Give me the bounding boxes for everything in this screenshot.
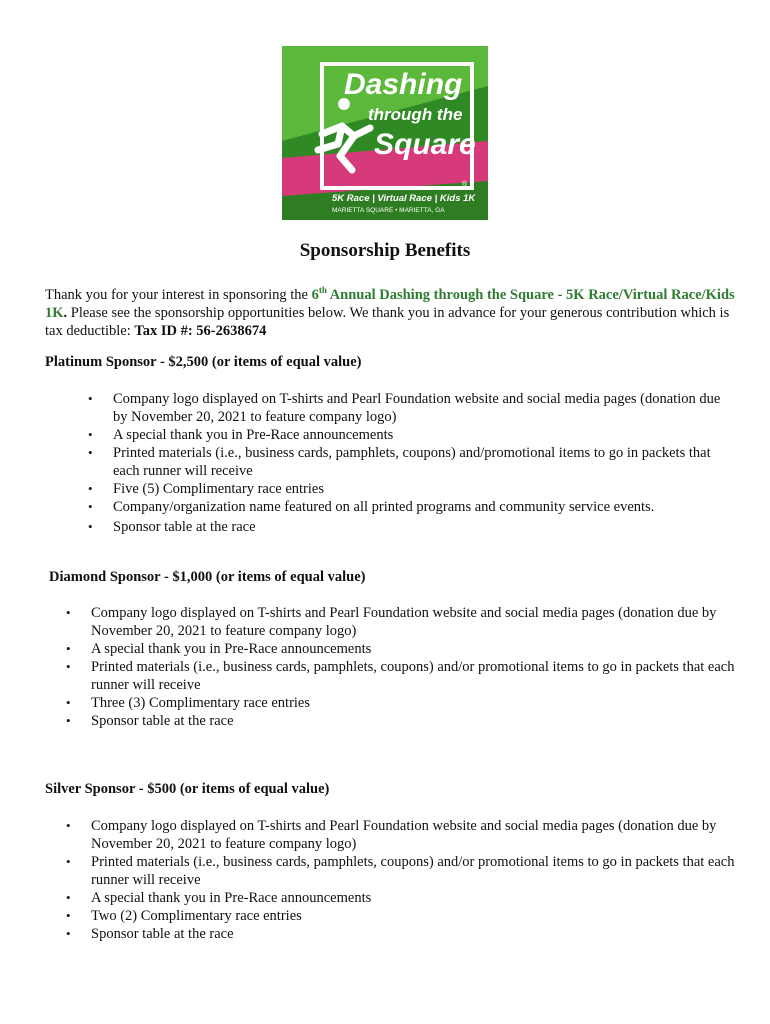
bullet: • [66,818,71,833]
intro-text-2: Please see the sponsorship opportunities below. We thank you in advance for your generous contribution which is tax deductible: [45,304,730,339]
bullet: • [88,445,93,460]
list-item: • Company logo displayed on T-shirts and Pearl Foundation website and social media pages (donation due by November 20, 2021 to feature company logo) [66,818,717,852]
bullet: • [66,926,71,941]
tax-id: Tax ID #: 56-2638674 [134,322,267,339]
bullet: • [66,605,71,620]
bullet: • [66,695,71,710]
list-item: • Company/organization name featured on all printed programs and community service events. [88,499,655,515]
event-title: Annual Dashing through the Square - 5K Race/Virtual Race/Kids 1K [45,286,735,321]
logo-line2: through the [368,105,463,124]
tier-heading-silver: Silver Sponsor - $500 (or items of equal value) [45,781,330,797]
bullet: • [66,641,71,656]
list-item: • A special thank you in Pre-Race announcements [88,427,394,443]
bullet: • [88,519,93,534]
tier-list-silver [66,817,736,943]
bullet: • [88,427,93,442]
registered-mark: ® [462,181,468,188]
list-item: • Company logo displayed on T-shirts and Pearl Foundation website and social media pages (donation due by November 20, 2021 to feature company logo) [88,391,721,425]
list-item: • Printed materials (i.e., business cards, pamphlets, coupons) and/or promotional items to go in packets that each runner will receive [66,854,735,888]
tier-list-platinum [88,390,733,536]
list-item: • Company logo displayed on T-shirts and Pearl Foundation website and social media pages (donation due by November 20, 2021 to feature company logo) [66,605,717,639]
tier-list-diamond [66,604,736,730]
list-item: • Five (5) Complimentary race entries [88,481,324,497]
bullet: • [66,854,71,869]
list-item: • Printed materials (i.e., business cards, pamphlets, coupons) and/promotional items to go in packets that each runner will receive [88,445,711,479]
tier-heading-diamond: Diamond Sponsor - $1,000 (or items of equal value) [49,569,366,585]
bullet: • [88,499,93,514]
bullet: • [88,391,93,406]
bullet: • [66,659,71,674]
list-item: • A special thank you in Pre-Race announcements [66,641,372,657]
bullet: • [66,908,71,923]
list-item: • Three (3) Complimentary race entries [66,695,311,711]
bullet: • [66,713,71,728]
page-title: Sponsorship Benefits [299,240,471,261]
event-logo [282,46,488,220]
logo-line3: Square [374,128,476,161]
tier-heading-platinum: Platinum Sponsor - $2,500 (or items of equal value) [45,354,362,370]
event-ordinal: 6 [311,286,319,303]
logo-line1: Dashing [344,68,463,101]
bullet: • [88,481,93,496]
list-item: • Sponsor table at the race [66,713,234,729]
list-item: • Two (2) Complimentary race entries [66,908,302,924]
event-ordinal-suffix: th [318,285,327,295]
list-item: • Sponsor table at the race [66,926,234,942]
logo-line5: MARIETTA SQUARE • MARIETTA, GA [332,207,445,214]
bullet: • [66,890,71,905]
list-item: • Sponsor table at the race [88,519,256,535]
list-item: • A special thank you in Pre-Race announcements [66,890,372,906]
list-item: • Printed materials (i.e., business cards, pamphlets, coupons) and/or promotional items to go in packets that each runner will receive [66,659,735,693]
intro-text-1: Thank you for your interest in sponsoring the [45,286,312,303]
intro-period: . [63,304,68,321]
intro-paragraph [45,281,735,340]
logo-line4: 5K Race | Virtual Race | Kids 1K [332,193,476,204]
